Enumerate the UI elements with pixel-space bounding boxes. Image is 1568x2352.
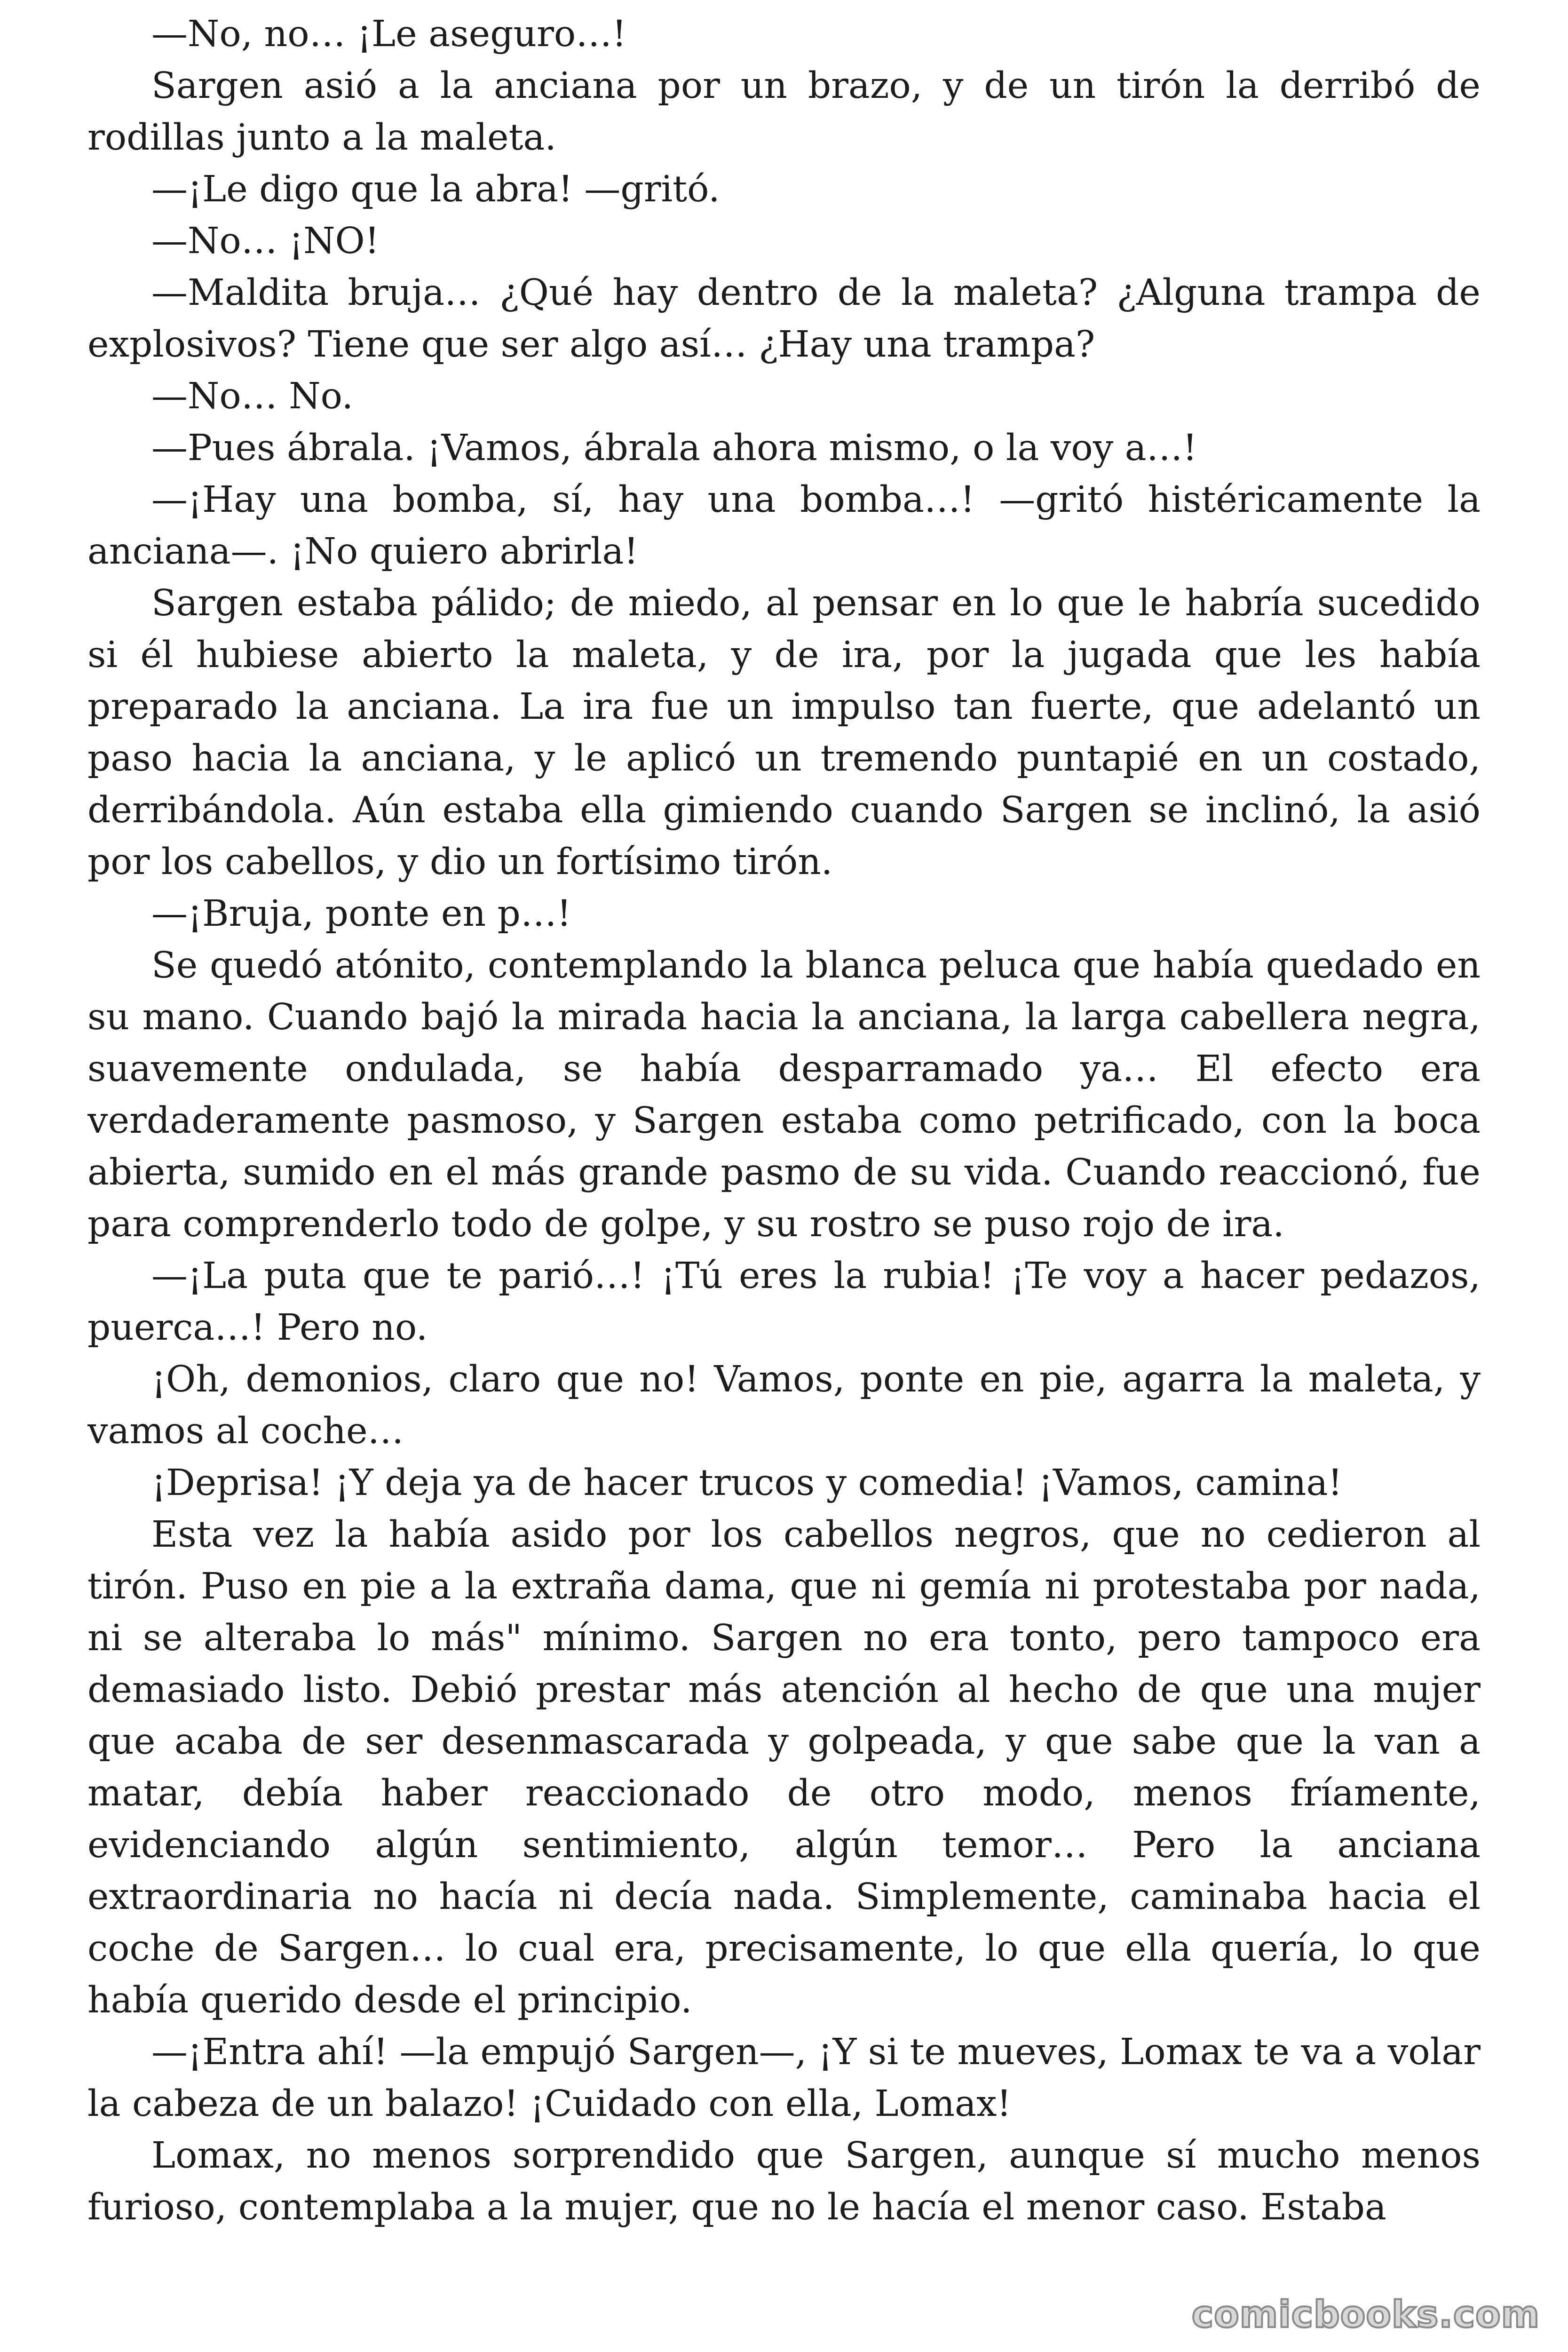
paragraph: —No… ¡NO! [151,220,380,262]
paragraph: —¡La puta que te parió…! ¡Tú eres la rubia! ¡Te voy a hacer pedazos, puerca…! Pero no. [87,1255,1481,1349]
paragraph: Sargen estaba pálido; de miedo, al pensar en lo que le habría sucedido si él hubiese abierto la maleta, y de ira, por la jugada que les había preparado la anciana. La ira fue un impulso tan fuerte, que adelantó un paso hacia la anciana, y le aplicó un tremendo puntapié en un costado, derribándola. Aún estaba ella gimiendo cuando Sargen se inclinó, la asió por los cabellos, y dio un fortísimo tirón. [87,582,1481,883]
paragraph: —No… No. [151,375,354,417]
paragraph: —¡Bruja, ponte en p…! [151,893,571,935]
paragraph: Esta vez la había asido por los cabellos negros, que no cedieron al tirón. Puso en pie a la extraña dama, que ni gemía ni protestaba por nada, ni se alteraba lo más" mínimo. Sargen no era tonto, pero tampoco era demasiado listo. Debió prestar más atención al hecho de que una mujer que acaba de ser desenmascarada y golpeada, y que sabe que la van a matar, debía haber reaccionado de otro modo, menos fríamente, evidenciando algún sentimiento, algún temor… Pero la anciana extraordinaria no hacía ni decía nada. Simplemente, caminaba hacia el coche de Sargen… lo cual era, precisamente, lo que ella quería, lo que había querido desde el principio. [87,1514,1481,2021]
paragraph: Sargen asió a la anciana por un brazo, y de un tirón la derribó de rodillas junto a la maleta. [87,65,1481,159]
book-page [87,8,1481,2332]
paragraph: ¡Deprisa! ¡Y deja ya de hacer trucos y comedia! ¡Vamos, camina! [151,1462,1343,1504]
paragraph: —No, no… ¡Le aseguro…! [151,13,627,55]
paragraph: Se quedó atónito, contemplando la blanca peluca que había quedado en su mano. Cuando bajó la mirada hacia la anciana, la larga cabellera negra, suavemente ondulada, se había desparramado ya… El efecto era verdaderamente pasmoso, y Sargen estaba como petrificado, con la boca abierta, sumido en el más grande pasmo de su vida. Cuando reaccionó, fue para comprenderlo todo de golpe, y su rostro se puso rojo de ira. [87,945,1481,1245]
paragraph: Lomax, no menos sorprendido que Sargen, aunque sí mucho menos furioso, contemplaba a la mujer, que no le hacía el menor caso. Estaba [87,2135,1481,2228]
watermark: comicbooks.com [1191,2294,1540,2336]
paragraph: —Pues ábrala. ¡Vamos, ábrala ahora mismo, o la voy a…! [151,427,1197,469]
paragraph: —¡Hay una bomba, sí, hay una bomba…! —gritó histéricamente la anciana—. ¡No quiero abrirla! [87,479,1481,572]
paragraph: ¡Oh, demonios, claro que no! Vamos, ponte en pie, agarra la maleta, y vamos al coche… [87,1359,1481,1452]
paragraph: —¡Entra ahí! —la empujó Sargen—, ¡Y si te mueves, Lomax te va a volar la cabeza de un balazo! ¡Cuidado con ella, Lomax! [87,2031,1481,2125]
paragraph: —¡Le digo que la abra! —gritó. [151,168,720,210]
paragraph: —Maldita bruja… ¿Qué hay dentro de la maleta? ¿Alguna trampa de explosivos? Tiene que ser algo así… ¿Hay una trampa? [87,272,1481,366]
